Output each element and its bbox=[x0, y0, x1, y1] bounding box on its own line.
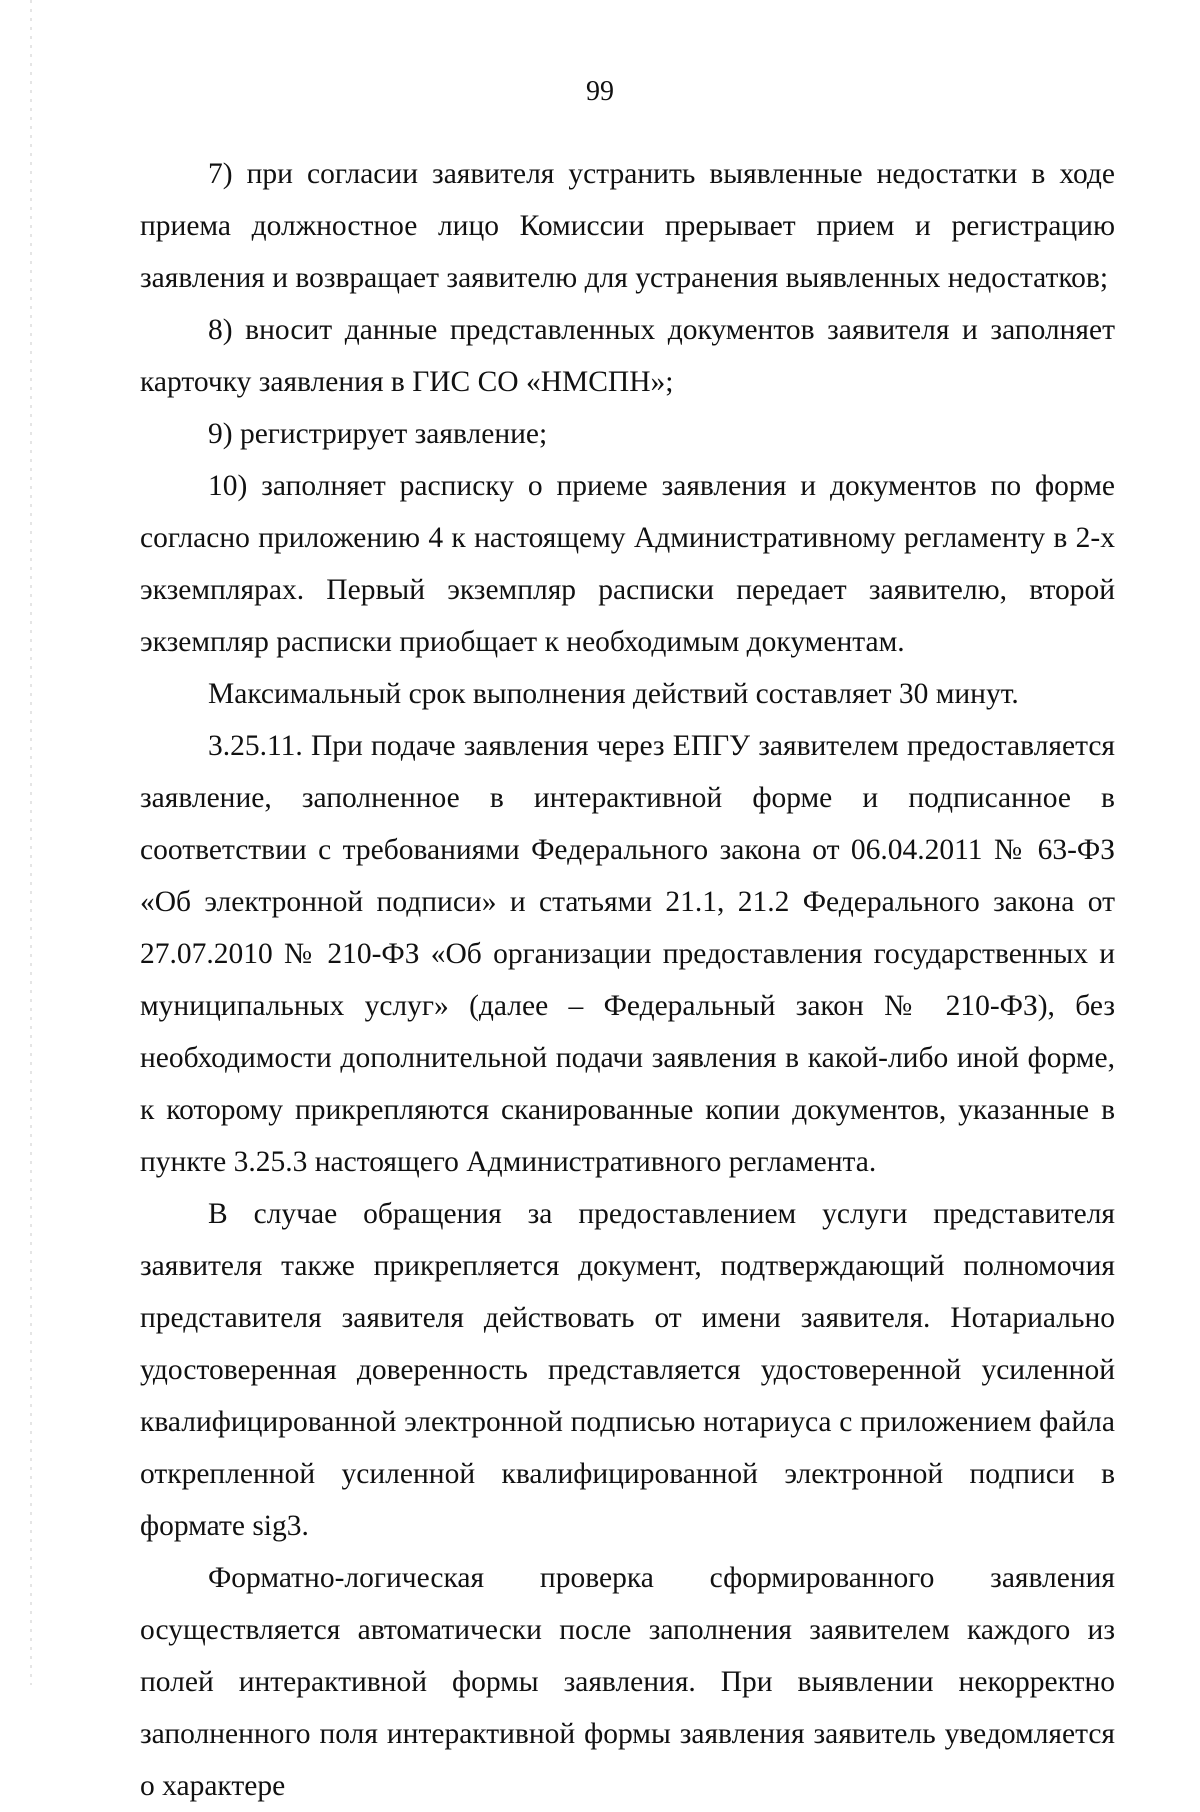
paragraph-max-time: Максимальный срок выполнения действий составляет 30 минут. bbox=[208, 678, 1019, 710]
paragraph-representative: В случае обращения за предоставлением услуги представителя заявителя также прикрепляется документ, подтверждающий полномочия представителя заявителя действовать от имени заявителя. Нотариально удостоверенная доверенность представляется удостоверенной усиленной квалифицированной электронной подписью нотариуса с приложением файла открепленной усиленной квалифицированной электронной подписи в формате sig3. bbox=[140, 1198, 1115, 1542]
document-body bbox=[140, 148, 1115, 1812]
scan-edge-marks bbox=[30, 0, 32, 1685]
paragraph-3-25-11: 3.25.11. При подаче заявления через ЕПГУ заявителем предоставляется заявление, заполненное в интерактивной форме и подписанное в соответствии с требованиями Федерального закона от 06.04.2011 № 63-ФЗ «Об электронной подписи» и статьями 21.1, 21.2 Федерального закона от 27.07.2010 № 210-ФЗ «Об организации предоставления государственных и муниципальных услуг» (далее – Федеральный закон № 210-ФЗ), без необходимости дополнительной подачи заявления в какой-либо иной форме, к которому прикрепляются сканированные копии документов, указанные в пункте 3.25.3 настоящего Административного регламента. bbox=[140, 730, 1115, 1178]
page-number: 99 bbox=[586, 76, 614, 107]
paragraph-item-10: 10) заполняет расписку о приеме заявления и документов по форме согласно приложению 4 к настоящему Административному регламенту в 2-х экземплярах. Первый экземпляр расписки передает заявителю, второй экземпляр расписки приобщает к необходимым документам. bbox=[140, 470, 1115, 658]
paragraph-item-7: 7) при согласии заявителя устранить выявленные недостатки в ходе приема должностное лицо Комиссии прерывает прием и регистрацию заявления и возвращает заявителю для устранения выявленных недостатков; bbox=[140, 158, 1115, 294]
paragraph-format-check: Форматно-логическая проверка сформированного заявления осуществляется автоматически после заполнения заявителем каждого из полей интерактивной формы заявления. При выявлении некорректно заполненного поля интерактивной формы заявления заявитель уведомляется о характере bbox=[140, 1562, 1115, 1802]
paragraph-item-9: 9) регистрирует заявление; bbox=[208, 418, 548, 450]
paragraph-item-8: 8) вносит данные представленных документов заявителя и заполняет карточку заявления в ГИС СО «НМСПН»; bbox=[140, 314, 1115, 398]
